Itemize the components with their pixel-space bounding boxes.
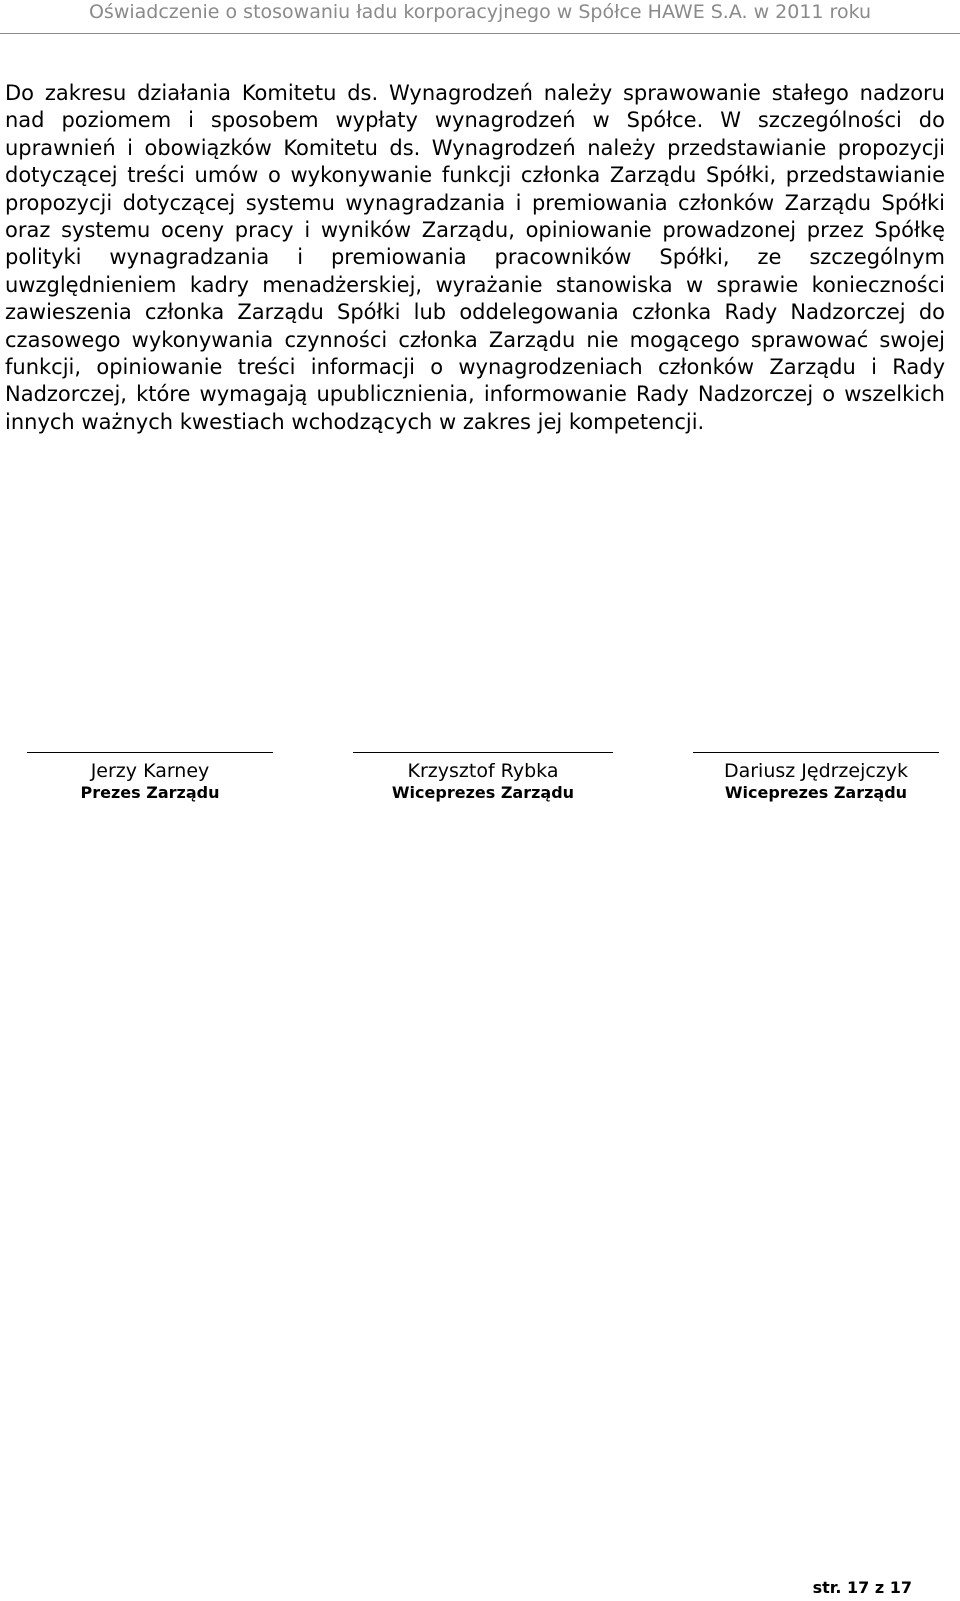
header-title: Oświadczenie o stosowaniu ładu korporacyjnego w Spółce HAWE S.A. w 2011 roku — [88, 1, 872, 23]
signer-name: Dariusz Jędrzejczyk — [723, 760, 909, 782]
signature-block-president — [27, 752, 273, 802]
signature-line — [353, 752, 613, 753]
signature-line — [693, 752, 939, 753]
page-number: str. 17 z 17 — [812, 1578, 912, 1597]
signer-name: Jerzy Karney — [90, 760, 210, 782]
running-header — [0, 0, 960, 34]
signer-role: Wiceprezes Zarządu — [391, 783, 575, 802]
signer-role: Wiceprezes Zarządu — [724, 783, 908, 802]
signer-name: Krzysztof Rybka — [407, 760, 559, 782]
signer-role: Prezes Zarządu — [80, 783, 220, 802]
signature-line — [27, 752, 273, 753]
signature-block-vice-president-1 — [353, 752, 613, 802]
signature-block-vice-president-2 — [693, 752, 939, 802]
body-paragraph: Do zakresu działania Komitetu ds. Wynagrodzeń należy sprawowanie stałego nadzoru nad poziomem i sposobem wypłaty wynagrodzeń w Spółce. W szczególności do uprawnień i obowiązków Komitetu ds. Wynagrodzeń należy przedstawianie propozycji dotyczącej treści umów o wykonywanie funkcji członka Zarządu Spółki, przedstawianie propozycji dotyczącej systemu wynagradzania i premiowania członków Zarządu Spółki oraz systemu oceny pracy i wyników Zarządu, opiniowanie prowadzonej przez Spółkę polityki wynagradzania i premiowania pracowników Spółki, ze szczególnym uwzględnieniem kadry menadżerskiej, wyrażanie stanowiska w sprawie konieczności zawieszenia członka Zarządu Spółki lub oddelegowania członka Rady Nadzorczej do czasowego wykonywania czynności członka Zarządu nie mogącego sprawować swojej funkcji, opiniowanie treści informacji o wynagrodzeniach członków Zarządu i Rady Nadzorczej, które wymagają upublicznienia, informowanie Rady Nadzorczej o wszelkich innych ważnych kwestiach wchodzących w zakres jej kompetencji. — [5, 81, 945, 434]
